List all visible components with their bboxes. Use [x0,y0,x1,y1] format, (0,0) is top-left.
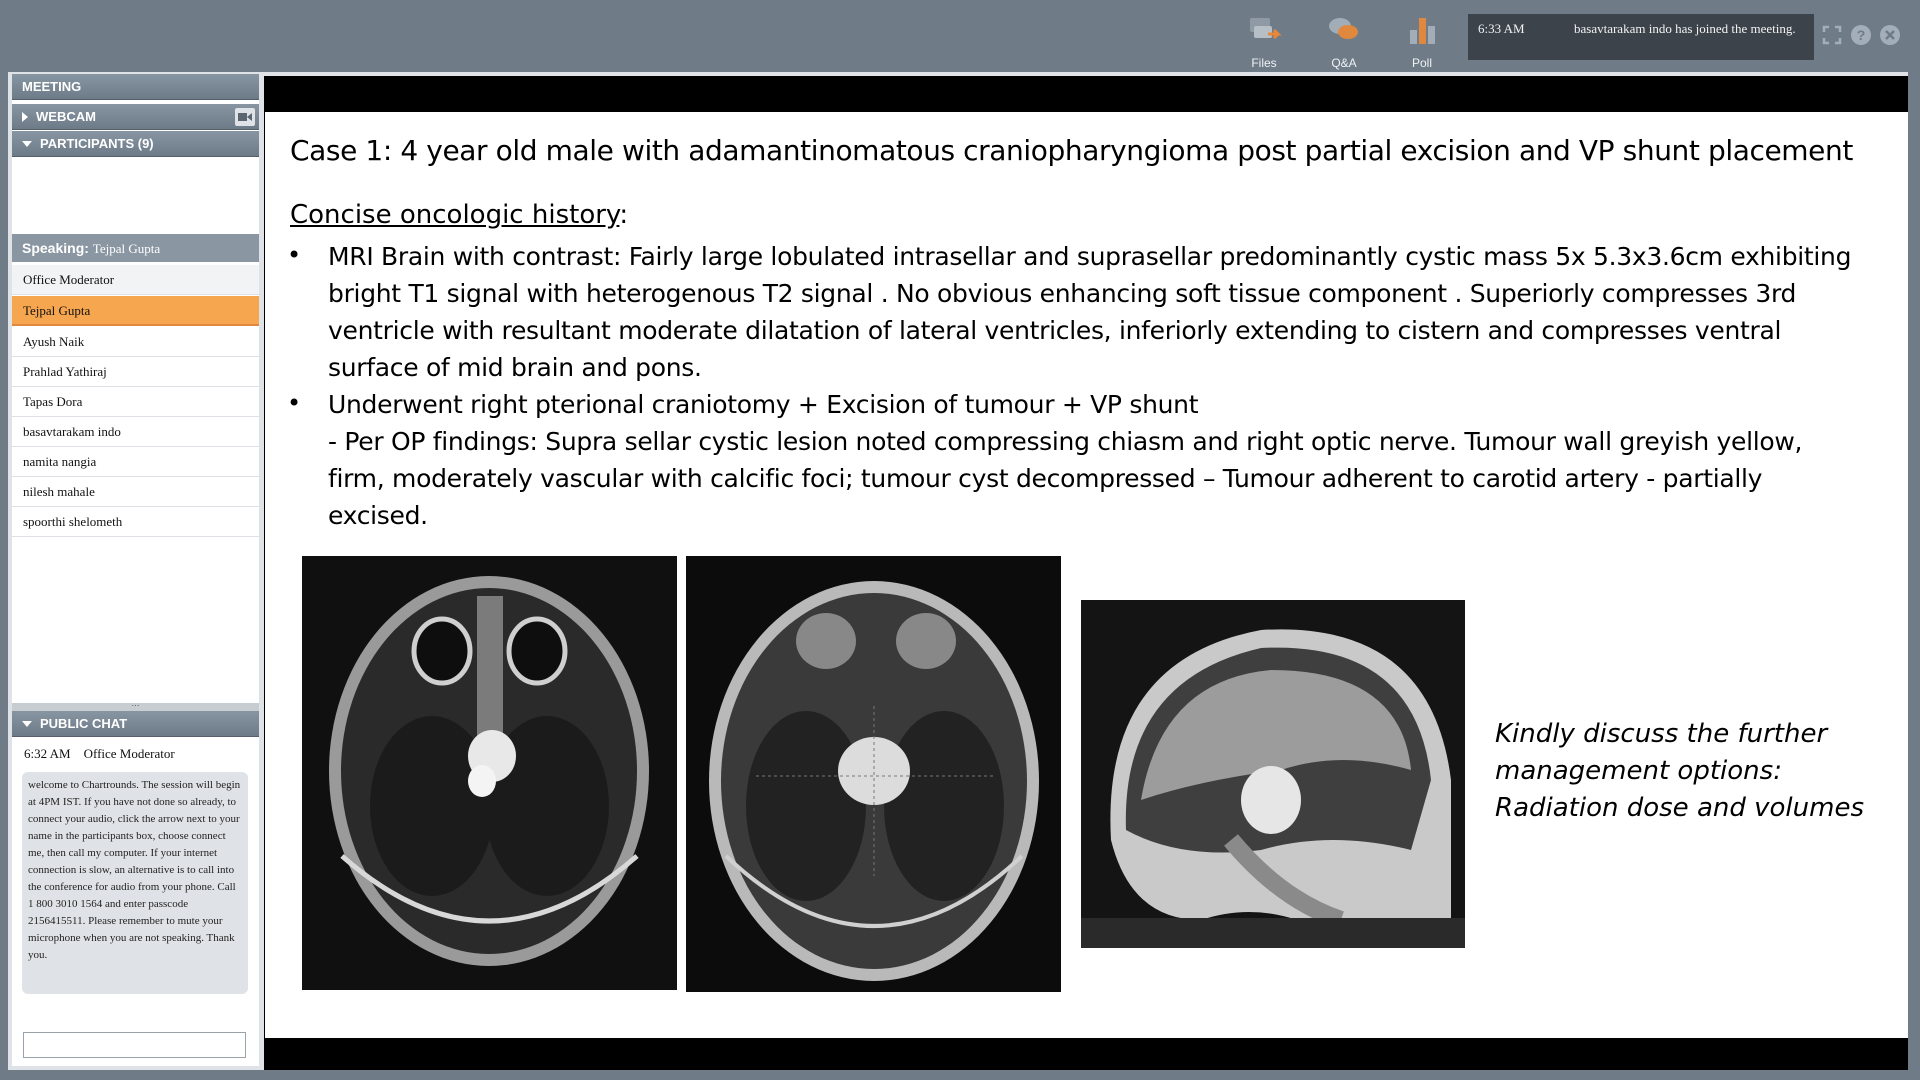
close-button[interactable] [1880,25,1900,45]
join-notification [1468,14,1814,60]
webcam-label: WEBCAM [36,109,96,124]
qa-chat-icon [1324,12,1364,48]
camera-icon[interactable] [235,108,255,126]
panel-resize-handle[interactable]: ⋯ [12,703,259,711]
expand-icon [1822,25,1842,45]
participant-name: spoorthi shelometh [23,514,123,529]
question-line-3: Radiation dose and volumes [1495,793,1864,823]
qa-label: Q&A [1331,56,1357,70]
participant-row[interactable] [12,507,259,537]
mri-scan-image [686,556,1061,992]
files-label: Files [1251,56,1277,70]
bullet-mri: MRI Brain with contrast: Fairly large lobulated intrasellar and suprasellar predominantly cystic mass 5x 5.3x3.6cm exhibiting bright T1 signal with heterogenous T2 signal . No obvious enhancing soft tissue component . Superiorly compresses 3rd ventricle with resultant moderate dilatation of lateral ventricles, inferiorly extending to cistern and compresses ventral surface of mid brain and pons. [328,242,1852,382]
bullet-dot: • [287,241,302,269]
participant-row[interactable] [12,265,259,295]
participants-header[interactable] [12,131,259,157]
poll-label: Poll [1411,56,1432,70]
question-line-1: Kindly discuss the further [1495,719,1828,749]
meeting-label: MEETING [22,79,82,94]
bullet-dot: • [287,389,302,417]
question-line-2: management options: [1495,756,1782,786]
files-button[interactable] [1234,12,1294,70]
notification-message: basavtarakam indo has joined the meeting. [1574,21,1796,36]
mri-axial-image-2 [686,556,1061,992]
expand-arrow-icon [22,112,28,122]
public-chat-label: PUBLIC CHAT [40,716,128,731]
presentation-slide [265,112,1908,1038]
webcam-header[interactable] [12,104,259,130]
bullet-surgery [328,386,1858,534]
discussion-question [1495,716,1864,827]
participant-name: nilesh mahale [23,484,95,499]
fullscreen-button[interactable] [1822,25,1842,45]
participant-row[interactable] [12,357,259,387]
mri-axial-image-1 [302,556,677,990]
participant-row[interactable] [12,447,259,477]
history-heading-text: Concise oncologic history [290,200,620,230]
participant-row[interactable] [12,327,259,357]
poll-button[interactable] [1392,12,1452,70]
files-icon [1244,12,1284,48]
svg-text:?: ? [1856,27,1866,43]
bullet-surgery-line1: Underwent right pterional craniotomy + Excision of tumour + VP shunt [328,390,1199,419]
participant-name: Ayush Naik [23,334,85,349]
participant-name: basavtarakam indo [23,424,121,439]
chat-message-bubble: welcome to Chartrounds. The session will begin at 4PM IST. If you have not done so already, to connect your audio, click the arrow next to your name in the participants box, choose connect me, then call my computer. If your internet connection is slow, an alternative is to call into the conference for audio from your phone. Call 1 800 3010 1564 and enter passcode 2156415511. Please remember to mute your microphone when you are not speaking. Thank you. [22,772,248,994]
close-icon [1880,25,1900,45]
participant-row[interactable] [12,387,259,417]
participant-name: namita nangia [23,454,97,469]
bullet-surgery-line2: - Per OP findings: Supra sellar cystic lesion noted compressing chiasm and right optic nerve. Tumour wall greyish yellow, firm, moderately vascular with calcific foci; tumour cyst decompressed – Tumour adherent to carotid artery - partially excised. [328,427,1803,530]
participant-name: Tejpal Gupta [23,303,91,318]
speaking-indicator [12,234,259,262]
mri-sagittal-image [1081,600,1465,948]
notification-time: 6:33 AM [1478,21,1525,36]
participant-name: Office Moderator [23,272,115,287]
participant-row[interactable] [12,477,259,507]
participant-row[interactable] [12,296,259,326]
speaking-name: Tejpal Gupta [92,241,161,256]
participants-label: PARTICIPANTS (9) [40,136,154,151]
chat-input[interactable] [23,1032,246,1058]
participant-name: Prahlad Yathiraj [23,364,107,379]
speaking-prefix: Speaking: [22,240,89,256]
participant-name: Tapas Dora [23,394,83,409]
collapse-arrow-icon [22,141,32,147]
meeting-header[interactable] [12,74,259,100]
chat-time: 6:32 AM [24,746,71,761]
mri-scan-image [1081,600,1465,948]
collapse-arrow-icon [22,721,32,727]
chat-message-meta [24,746,175,762]
help-icon [1851,25,1871,45]
history-heading-colon: : [619,200,629,230]
poll-bars-icon [1402,12,1442,48]
history-heading [290,200,628,230]
mri-scan-image [302,556,677,990]
public-chat-header[interactable] [12,711,259,737]
qa-button[interactable] [1314,12,1374,70]
help-button[interactable] [1851,25,1871,45]
chat-author: Office Moderator [83,746,175,761]
participant-row[interactable] [12,417,259,447]
top-toolbar [0,0,1920,72]
left-panel [12,74,259,1066]
slide-title: Case 1: 4 year old male with adamantinomatous craniopharyngioma post partial excision and VP shunt placement [290,134,1853,167]
